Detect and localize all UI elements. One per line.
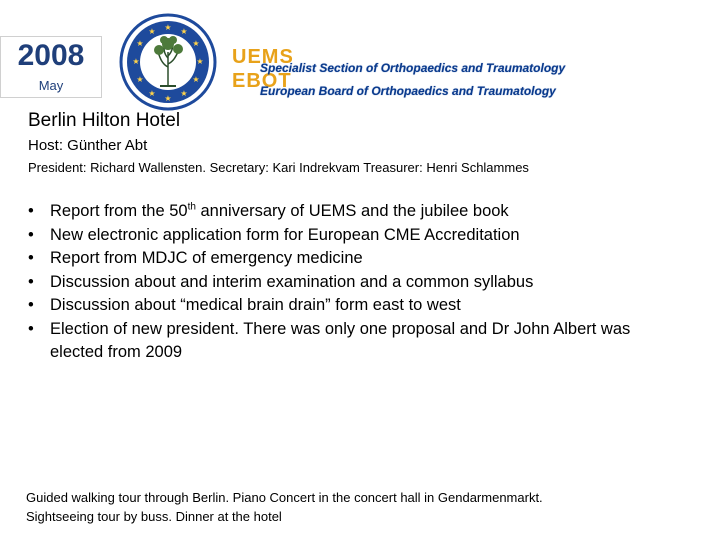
year-badge: [0, 36, 102, 98]
host-line: Host: Günther Abt: [28, 137, 148, 154]
svg-text:★: ★: [196, 57, 204, 66]
svg-text:★: ★: [148, 27, 156, 36]
svg-text:★: ★: [192, 39, 200, 48]
month-label: May: [38, 78, 64, 93]
footer-line-1: Guided walking tour through Berlin. Piano Concert in the concert hall in Gendarmenmarkt.: [26, 490, 543, 505]
logo-ebot-text: EBOT: [232, 70, 292, 92]
list-item: • New electronic application form for European CME Accreditation: [28, 225, 520, 244]
social-program-text: [26, 488, 706, 526]
list-item: • Discussion about “medical brain drain” form east to west: [28, 296, 461, 314]
svg-text:★: ★: [164, 23, 172, 32]
svg-text:★: ★: [192, 75, 200, 84]
list-item: • Discussion about and interim examination and a common syllabus: [28, 272, 534, 291]
logo-subtitle-2: European Board of Orthopaedics and Traumatology: [260, 84, 556, 98]
svg-text:★: ★: [148, 89, 156, 98]
svg-text:★: ★: [180, 89, 188, 98]
uems-seal-icon: [118, 12, 218, 112]
svg-text:★: ★: [136, 39, 144, 48]
agenda-list: [26, 200, 686, 365]
svg-text:★: ★: [132, 57, 140, 66]
venue-title: Berlin Hilton Hotel: [28, 110, 181, 131]
officers-line: President: Richard Wallensten. Secretary: Kari Indrekvam Treasurer: Henri Schlammes: [28, 160, 529, 175]
svg-text:★: ★: [164, 94, 172, 103]
year-label: 2008: [17, 39, 85, 72]
uems-ebot-logo: [232, 44, 632, 104]
list-item: • Election of new president. There was only one proposal and Dr John Albert was elected from 2009: [28, 319, 631, 361]
logo-uems-text: UEMS: [232, 46, 294, 68]
svg-text:★: ★: [136, 75, 144, 84]
logo-subtitle-1: Specialist Section of Orthopaedics and Traumatology: [260, 61, 566, 75]
list-item: • Report from MDJC of emergency medicine: [28, 249, 363, 267]
footer-line-2: Sightseeing tour by buss. Dinner at the hotel: [26, 509, 282, 524]
list-item: • Report from the 50th anniversary of UEMS and the jubilee book: [28, 201, 509, 220]
svg-text:★: ★: [180, 27, 188, 36]
